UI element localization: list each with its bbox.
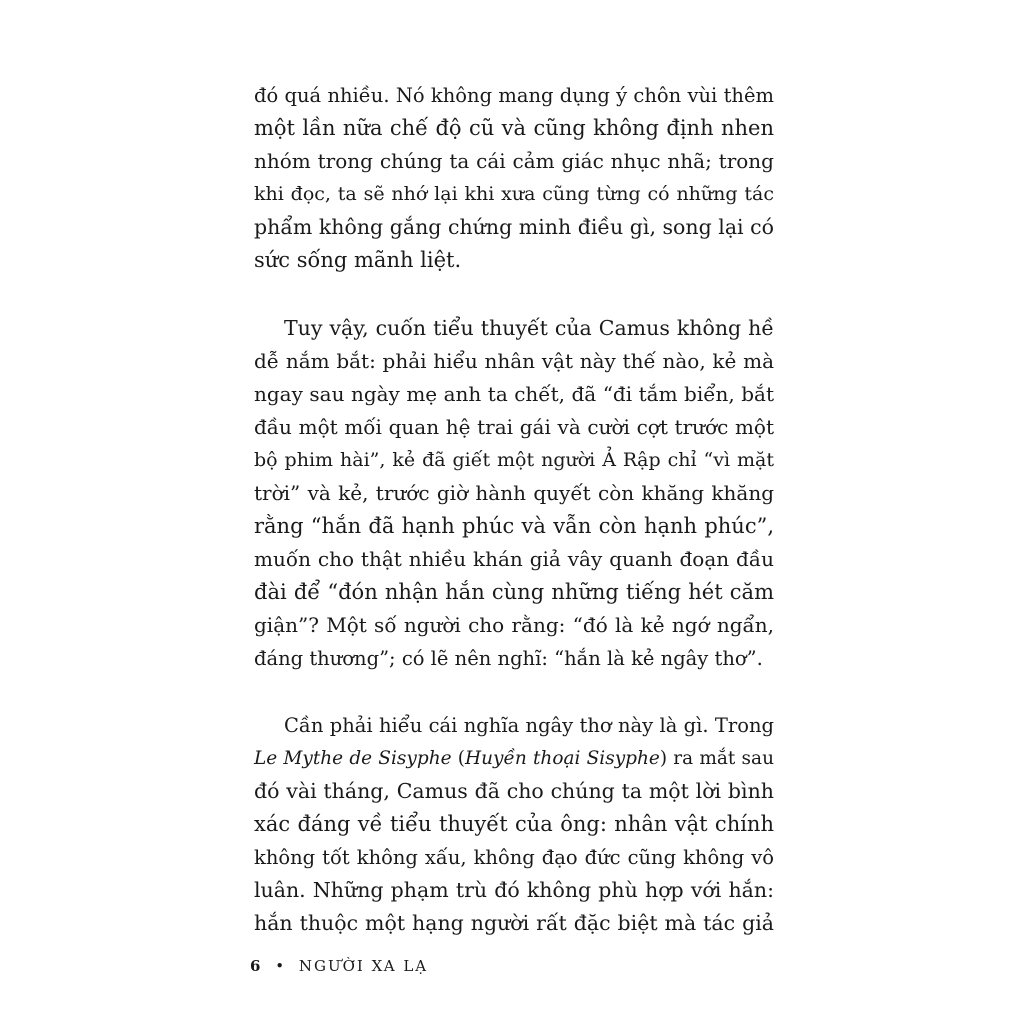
text-line: dễ nắm bắt: phải hiểu nhân vật này thế nào, kẻ mà bbox=[254, 349, 774, 373]
text-line: Tuy vậy, cuốn tiểu thuyết của Camus không hề bbox=[284, 316, 774, 340]
text-line: muốn cho thật nhiều khán giả vây quanh đoạn đầu bbox=[254, 547, 774, 571]
text-line: sức sống mãnh liệt. bbox=[254, 248, 462, 272]
footer-bullet: • bbox=[275, 957, 285, 975]
text-line-with-titles bbox=[254, 742, 774, 775]
text-line: khi đọc, ta sẽ nhớ lại khi xưa cũng từng có những tác bbox=[254, 183, 774, 205]
text-line: một lần nữa chế độ cũ và cũng không định nhen bbox=[254, 116, 774, 140]
paragraph-1 bbox=[254, 79, 774, 279]
paragraph-3 bbox=[254, 709, 774, 940]
text-line: rằng “hắn đã hạnh phúc và vẫn còn hạnh phúc”, bbox=[254, 514, 774, 538]
text-line: ngay sau ngày mẹ anh ta chết, đã “đi tắm biển, bắt bbox=[254, 382, 774, 406]
text-line: phẩm không gắng chứng minh điều gì, song lại có bbox=[254, 215, 774, 239]
text-fragment: ) ra mắt sau bbox=[659, 748, 774, 769]
running-title: NGƯỜI XA LẠ bbox=[298, 957, 429, 975]
text-line: luân. Những phạm trù đó không phù hợp với hắn: bbox=[254, 878, 774, 902]
page-footer bbox=[250, 957, 428, 975]
text-line: giận”? Một số người cho rằng: “đó là kẻ ngớ ngẩn, bbox=[254, 613, 774, 637]
text-line: Cần phải hiểu cái nghĩa ngây thơ này là gì. Trong bbox=[284, 714, 774, 737]
paragraph-2 bbox=[254, 312, 774, 676]
text-line: đài để “đón nhận hắn cùng những tiếng hét căm bbox=[254, 580, 774, 604]
text-line: xác đáng về tiểu thuyết của ông: nhân vật chính bbox=[254, 812, 774, 836]
book-title-vietnamese: Huyền thoại Sisyphe bbox=[464, 748, 660, 769]
text-line: đáng thương”; có lẽ nên nghĩ: “hắn là kẻ ngây thơ”. bbox=[254, 647, 763, 670]
text-line: bộ phim hài”, kẻ đã giết một người Ả Rập chỉ “vì mặt bbox=[254, 449, 774, 471]
text-line: đó quá nhiều. Nó không mang dụng ý chôn vùi thêm bbox=[254, 84, 774, 107]
text-line: đầu một mối quan hệ trai gái và cười cợt trước một bbox=[254, 415, 774, 439]
text-fragment: ( bbox=[451, 748, 465, 769]
text-line: đó vài tháng, Camus đã cho chúng ta một lời bình bbox=[254, 779, 774, 803]
page-number: 6 bbox=[250, 957, 261, 975]
book-title-french: Le Mythe de Sisyphe bbox=[254, 748, 452, 769]
text-line: không tốt không xấu, không đạo đức cũng không vô bbox=[254, 846, 774, 869]
text-line: nhóm trong chúng ta cái cảm giác nhục nhã; trong bbox=[254, 149, 774, 173]
text-line: hắn thuộc một hạng người rất đặc biệt mà tác giả bbox=[254, 911, 774, 935]
text-line: trời” và kẻ, trước giờ hành quyết còn khăng khăng bbox=[254, 481, 774, 505]
